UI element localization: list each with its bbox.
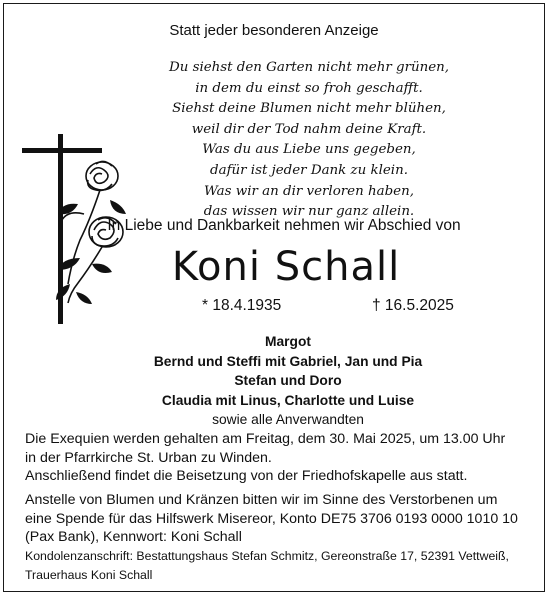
text-line: Kondolenzanschrift: Bestattungshaus Stefan Schmitz, Gereonstraße 17, 52391 Vettweiß,	[25, 549, 509, 563]
poem-line: Du siehst den Garten nicht mehr grünen,	[168, 60, 450, 75]
poem-line: Siehst deine Blumen nicht mehr blühen,	[172, 101, 446, 117]
text-line: Anstelle von Blumen und Kränzen bitten wir im Sinne des Verstorbenen um	[25, 492, 498, 508]
text-line: Die Exequien werden gehalten am Freitag, dem 30. Mai 2025, um 13.00 Uhr	[25, 431, 506, 447]
deceased-name: Koni Schall	[171, 244, 401, 290]
headline: Statt jeder besonderen Anzeige	[169, 22, 379, 39]
poem-line: in dem du einst so froh geschafft.	[195, 80, 423, 96]
mourner-line: Stefan und Doro	[234, 373, 342, 389]
death-date: † 16.5.2025	[372, 297, 454, 314]
exequien-paragraph	[25, 430, 530, 486]
text-line: Anschließend findet die Beisetzung von der Friedhofskapelle aus statt.	[25, 468, 468, 485]
intro-line: In Liebe und Dankbarkeit nehmen wir Abschied von	[107, 217, 461, 234]
mourner-line: Margot	[265, 334, 311, 349]
text-line: in der Pfarrkirche St. Urban zu Winden.	[25, 449, 272, 466]
relatives-line: sowie alle Anverwandten	[212, 412, 364, 428]
condolence-address	[25, 547, 530, 585]
obituary-notice	[3, 3, 545, 592]
text-line: eine Spende für das Hilfswerk Misereor, Konto DE75 3706 0193 0000 1010 10	[25, 510, 518, 527]
mourner-line: Bernd und Steffi mit Gabriel, Jan und Pia	[153, 353, 423, 369]
text-line: (Pax Bank), Kennwort: Koni Schall	[25, 529, 242, 546]
poem-line: Was du aus Liebe uns gegeben,	[202, 142, 416, 158]
text-line: Trauerhaus Koni Schall	[25, 567, 153, 582]
mourners-list	[18, 332, 550, 430]
poem-line: das wissen wir nur ganz allein.	[203, 204, 415, 220]
poem-line: weil dir der Tod nahm deine Kraft.	[191, 121, 427, 137]
poem-line: Was wir an dir verloren haben,	[204, 183, 414, 199]
donation-paragraph	[25, 491, 530, 547]
poem-line: dafür ist jeder Dank zu klein.	[210, 162, 408, 178]
birth-date: * 18.4.1935	[202, 297, 282, 314]
mourner-line: Claudia mit Linus, Charlotte und Luise	[161, 392, 415, 408]
